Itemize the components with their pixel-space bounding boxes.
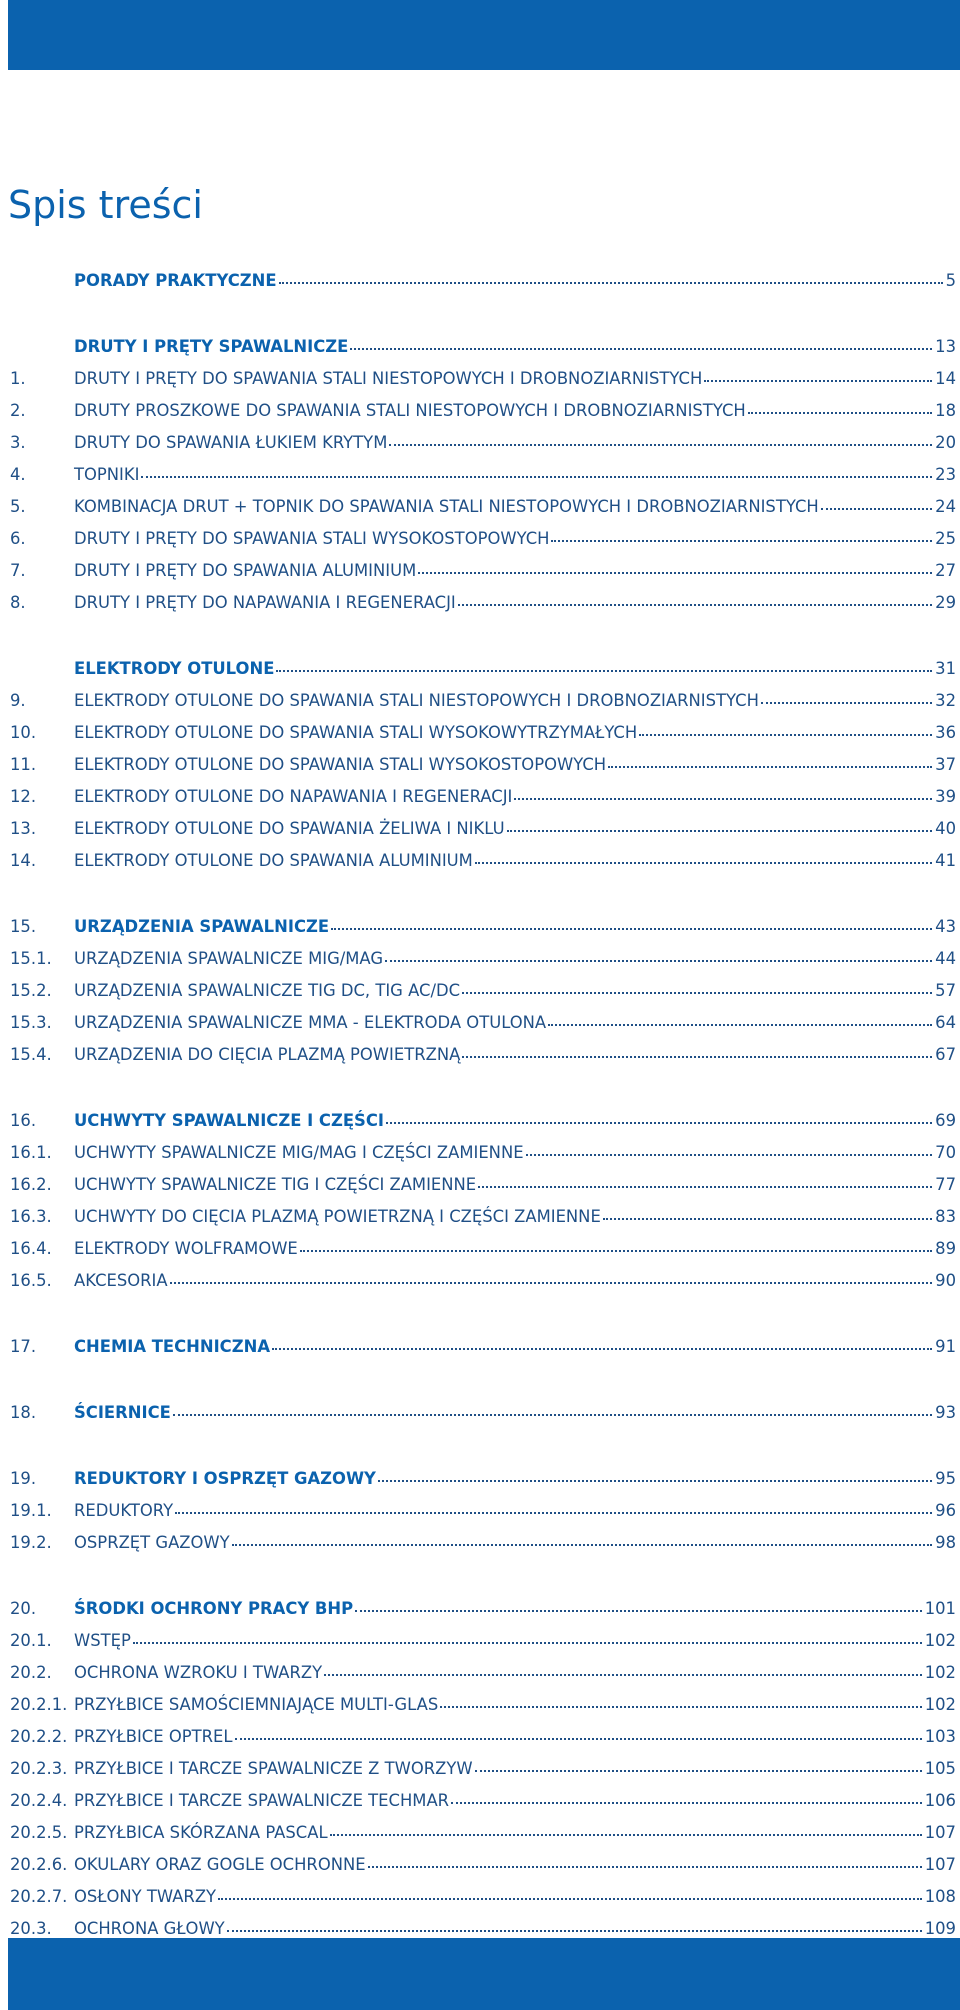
toc-leader-dots: [526, 1153, 933, 1156]
toc-section-row[interactable]: [10, 1324, 956, 1356]
toc-number: 15.1.: [10, 949, 52, 968]
toc-number: 6.: [10, 529, 26, 548]
toc-entry-row[interactable]: [10, 936, 956, 968]
toc-section-row[interactable]: [10, 1456, 956, 1488]
toc-gap: [10, 1356, 956, 1390]
toc-entry-row[interactable]: [10, 742, 956, 774]
toc-entry-title: URZĄDZENIA SPAWALNICZE MIG/MAG: [74, 949, 384, 968]
toc-entry-title: TOPNIKI: [74, 465, 140, 484]
toc-leader-dots: [440, 1705, 921, 1708]
toc-leader-dots: [514, 797, 932, 800]
toc-number: 20.2.: [10, 1663, 52, 1682]
toc-leader-dots: [272, 1347, 932, 1350]
toc-entry-row[interactable]: [10, 1746, 956, 1778]
toc-entry-title: WSTĘP: [74, 1631, 131, 1650]
toc-leader-dots: [748, 411, 932, 414]
toc-page-number: 90: [935, 1271, 956, 1290]
toc-entry-row[interactable]: [10, 388, 956, 420]
toc-page-number: 98: [935, 1533, 956, 1552]
toc-leader-dots: [704, 379, 932, 382]
toc-section-row[interactable]: [10, 1098, 956, 1130]
toc-entry-row[interactable]: [10, 1226, 956, 1258]
toc-leader-dots: [458, 603, 932, 606]
toc-page-number: 70: [935, 1143, 956, 1162]
toc-page-number: 103: [924, 1727, 956, 1746]
toc-leader-dots: [173, 1413, 932, 1416]
toc-number: 10.: [10, 723, 37, 742]
toc-entry-row[interactable]: [10, 1032, 956, 1064]
toc-page-number: 89: [935, 1239, 956, 1258]
toc-leader-dots: [548, 1023, 932, 1026]
toc-number: 15.3.: [10, 1013, 52, 1032]
toc-entry-row[interactable]: [10, 484, 956, 516]
toc-leader-dots: [551, 539, 932, 542]
toc-entry-title: OSPRZĘT GAZOWY: [74, 1533, 230, 1552]
toc-number: 18.: [10, 1403, 37, 1422]
toc-entry-title: ELEKTRODY OTULONE DO SPAWANIA ŻELIWA I NIKLU: [74, 819, 505, 838]
toc-number: 20.2.4.: [10, 1791, 68, 1810]
toc-leader-dots: [462, 1055, 932, 1058]
toc-page-number: 5: [945, 271, 956, 290]
toc-entry-title: OCHRONA GŁOWY: [74, 1919, 225, 1938]
toc-leader-dots: [821, 507, 932, 510]
toc-leader-dots: [507, 829, 933, 832]
toc-number: 7.: [10, 561, 26, 580]
toc-page-number: 91: [935, 1337, 956, 1356]
toc-number: 15.2.: [10, 981, 52, 1000]
toc-leader-dots: [279, 281, 943, 284]
table-of-contents: [10, 258, 956, 2002]
toc-number: 19.: [10, 1469, 37, 1488]
toc-leader-dots: [462, 991, 932, 994]
toc-entry-row[interactable]: [10, 774, 956, 806]
toc-gap: [10, 1422, 956, 1456]
toc-leader-dots: [418, 571, 932, 574]
toc-leader-dots: [330, 1833, 922, 1836]
toc-leader-dots: [170, 1281, 933, 1284]
toc-section-row[interactable]: [10, 324, 956, 356]
toc-gap: [10, 290, 956, 324]
toc-leader-dots: [133, 1641, 922, 1644]
toc-number: 17.: [10, 1337, 37, 1356]
toc-number: 19.2.: [10, 1533, 52, 1552]
toc-number: 19.1.: [10, 1501, 52, 1520]
toc-number: 15.4.: [10, 1045, 52, 1064]
toc-section-row[interactable]: [10, 1390, 956, 1422]
toc-entry-row[interactable]: [10, 1520, 956, 1552]
toc-entry-row[interactable]: [10, 1778, 956, 1810]
toc-page-number: 102: [924, 1663, 956, 1682]
toc-leader-dots: [639, 733, 932, 736]
toc-number: 20.2.3.: [10, 1759, 68, 1778]
toc-page-number: 101: [924, 1599, 956, 1618]
toc-number: 16.5.: [10, 1271, 52, 1290]
toc-number: 20.2.5.: [10, 1823, 68, 1842]
toc-page-number: 32: [935, 691, 956, 710]
toc-entry-row[interactable]: [10, 710, 956, 742]
toc-page-number: 93: [935, 1403, 956, 1422]
toc-leader-dots: [389, 443, 932, 446]
toc-page-number: 41: [935, 851, 956, 870]
toc-page-number: 107: [924, 1855, 956, 1874]
toc-number: 3.: [10, 433, 26, 452]
toc-entry-row[interactable]: [10, 1618, 956, 1650]
toc-entry-title: DRUTY PROSZKOWE DO SPAWANIA STALI NIESTOPOWYCH I DROBNOZIARNISTYCH: [74, 401, 746, 420]
toc-entry-title: ELEKTRODY OTULONE DO SPAWANIA STALI WYSOKOSTOPOWYCH: [74, 755, 607, 774]
toc-number: 4.: [10, 465, 26, 484]
toc-entry-row[interactable]: [10, 548, 956, 580]
toc-entry-title: DRUTY I PRĘTY DO SPAWANIA STALI WYSOKOSTOPOWYCH: [74, 529, 550, 548]
toc-page-number: 44: [935, 949, 956, 968]
toc-page-number: 36: [935, 723, 956, 742]
toc-entry-title: DRUTY I PRĘTY DO NAPAWANIA I REGENERACJI: [74, 593, 456, 612]
toc-entry-row[interactable]: [10, 1810, 956, 1842]
toc-number: 20.3.: [10, 1919, 52, 1938]
toc-section-title: ŚCIERNICE: [74, 1403, 171, 1422]
toc-page-number: 13: [935, 337, 956, 356]
toc-leader-dots: [218, 1897, 922, 1900]
toc-number: 20.1.: [10, 1631, 52, 1650]
toc-leader-dots: [761, 701, 932, 704]
toc-number: 14.: [10, 851, 37, 870]
toc-leader-dots: [355, 1609, 922, 1612]
toc-page-number: 23: [935, 465, 956, 484]
toc-entry-row[interactable]: [10, 1000, 956, 1032]
toc-page-number: 43: [935, 917, 956, 936]
toc-page-number: 64: [935, 1013, 956, 1032]
toc-entry-row[interactable]: [10, 1714, 956, 1746]
toc-entry-row[interactable]: [10, 1650, 956, 1682]
toc-entry-title: PRZYŁBICE SAMOŚCIEMNIAJĄCE MULTI-GLAS: [74, 1695, 439, 1714]
toc-number: 20.2.2.: [10, 1727, 68, 1746]
toc-section-title: UCHWYTY SPAWALNICZE I CZĘŚCI: [74, 1111, 384, 1130]
toc-entry-row[interactable]: [10, 806, 956, 838]
footer-band: [8, 1938, 960, 2010]
toc-entry-title: OKULARY ORAZ GOGLE OCHRONNE: [74, 1855, 366, 1874]
toc-page-number: 102: [924, 1695, 956, 1714]
toc-leader-dots: [475, 1769, 922, 1772]
toc-leader-dots: [378, 1479, 932, 1482]
toc-number: 2.: [10, 401, 26, 420]
toc-entry-row[interactable]: [10, 516, 956, 548]
toc-number: 20.2.7.: [10, 1887, 68, 1906]
toc-number: 16.3.: [10, 1207, 52, 1226]
toc-entry-title: KOMBINACJA DRUT + TOPNIK DO SPAWANIA STALI NIESTOPOWYCH I DROBNOZIARNISTYCH: [74, 497, 819, 516]
toc-number: 20.2.6.: [10, 1855, 68, 1874]
toc-entry-title: DRUTY I PRĘTY DO SPAWANIA ALUMINIUM: [74, 561, 417, 580]
toc-page-number: 69: [935, 1111, 956, 1130]
toc-leader-dots: [324, 1673, 922, 1676]
toc-page-number: 102: [924, 1631, 956, 1650]
toc-page-number: 29: [935, 593, 956, 612]
toc-entry-title: URZĄDZENIA SPAWALNICZE MMA - ELEKTRODA OTULONA: [74, 1013, 547, 1032]
toc-section-title: URZĄDZENIA SPAWALNICZE: [74, 917, 330, 936]
toc-entry-row[interactable]: [10, 1874, 956, 1906]
toc-number: 16.: [10, 1111, 37, 1130]
toc-page-number: 14: [935, 369, 956, 388]
toc-entry-row[interactable]: [10, 838, 956, 870]
toc-number: 15.: [10, 917, 37, 936]
toc-entry-row[interactable]: [10, 1906, 956, 1938]
toc-section-row[interactable]: [10, 646, 956, 678]
toc-entry-title: DRUTY DO SPAWANIA ŁUKIEM KRYTYM: [74, 433, 388, 452]
toc-entry-title: UCHWYTY DO CIĘCIA PLAZMĄ POWIETRZNĄ I CZĘŚCI ZAMIENNE: [74, 1207, 601, 1226]
toc-page-number: 31: [935, 659, 956, 678]
toc-page-number: 40: [935, 819, 956, 838]
toc-entry-title: PRZYŁBICE I TARCZE SPAWALNICZE TECHMAR: [74, 1791, 450, 1810]
toc-leader-dots: [608, 765, 932, 768]
toc-entry-title: UCHWYTY SPAWALNICZE TIG I CZĘŚCI ZAMIENNE: [74, 1175, 477, 1194]
toc-number: 16.4.: [10, 1239, 52, 1258]
toc-section-title: PORADY PRAKTYCZNE: [74, 271, 277, 290]
toc-entry-row[interactable]: [10, 580, 956, 612]
toc-gap: [10, 870, 956, 904]
toc-entry-title: URZĄDZENIA DO CIĘCIA PLAZMĄ POWIETRZNĄ: [74, 1045, 461, 1064]
toc-section-row[interactable]: [10, 904, 956, 936]
toc-leader-dots: [451, 1801, 922, 1804]
toc-section-title: REDUKTORY I OSPRZĘT GAZOWY: [74, 1469, 376, 1488]
toc-entry-row[interactable]: [10, 452, 956, 484]
toc-section-title: CHEMIA TECHNICZNA: [74, 1337, 270, 1356]
toc-entry-title: UCHWYTY SPAWALNICZE MIG/MAG I CZĘŚCI ZAMIENNE: [74, 1143, 524, 1162]
toc-section-row[interactable]: [10, 258, 956, 290]
toc-gap: [10, 1552, 956, 1586]
toc-section-title: ELEKTRODY OTULONE: [74, 659, 275, 678]
toc-leader-dots: [478, 1185, 932, 1188]
toc-entry-row[interactable]: [10, 1488, 956, 1520]
toc-number: 11.: [10, 755, 37, 774]
toc-entry-title: ELEKTRODY OTULONE DO SPAWANIA STALI NIESTOPOWYCH I DROBNOZIARNISTYCH: [74, 691, 759, 710]
toc-page-number: 95: [935, 1469, 956, 1488]
toc-entry-title: ELEKTRODY WOLFRAMOWE: [74, 1239, 298, 1258]
toc-entry-row[interactable]: [10, 1842, 956, 1874]
toc-number: 16.2.: [10, 1175, 52, 1194]
toc-entry-row[interactable]: [10, 1130, 956, 1162]
toc-entry-title: REDUKTORY: [74, 1501, 174, 1520]
toc-page-number: 106: [924, 1791, 956, 1810]
toc-leader-dots: [386, 1121, 932, 1124]
toc-page-number: 83: [935, 1207, 956, 1226]
toc-entry-title: OCHRONA WZROKU I TWARZY: [74, 1663, 323, 1682]
toc-page-number: 57: [935, 981, 956, 1000]
toc-entry-title: AKCESORIA: [74, 1271, 168, 1290]
toc-entry-row[interactable]: [10, 1162, 956, 1194]
toc-gap: [10, 1064, 956, 1098]
toc-leader-dots: [276, 669, 932, 672]
toc-leader-dots: [603, 1217, 932, 1220]
toc-page-number: 96: [935, 1501, 956, 1520]
toc-number: 20.: [10, 1599, 37, 1618]
toc-page-number: 27: [935, 561, 956, 580]
toc-entry-title: ELEKTRODY OTULONE DO SPAWANIA STALI WYSOKOWYTRZYMAŁYCH: [74, 723, 638, 742]
toc-page-number: 24: [935, 497, 956, 516]
toc-leader-dots: [331, 927, 932, 930]
toc-number: 1.: [10, 369, 26, 388]
toc-leader-dots: [350, 347, 932, 350]
toc-page-number: 20: [935, 433, 956, 452]
toc-gap: [10, 612, 956, 646]
toc-entry-row[interactable]: [10, 420, 956, 452]
toc-page-number: 18: [935, 401, 956, 420]
toc-section-row[interactable]: [10, 1586, 956, 1618]
toc-leader-dots: [175, 1511, 932, 1514]
toc-number: 12.: [10, 787, 37, 806]
toc-page-number: 37: [935, 755, 956, 774]
toc-page-number: 67: [935, 1045, 956, 1064]
toc-page-number: 107: [924, 1823, 956, 1842]
toc-page-number: 39: [935, 787, 956, 806]
toc-entry-row[interactable]: [10, 678, 956, 710]
toc-entry-title: PRZYŁBICE OPTREL: [74, 1727, 233, 1746]
toc-leader-dots: [385, 959, 932, 962]
toc-leader-dots: [368, 1865, 922, 1868]
toc-page-number: 109: [924, 1919, 956, 1938]
toc-entry-row[interactable]: [10, 1194, 956, 1226]
toc-leader-dots: [300, 1249, 932, 1252]
toc-entry-row[interactable]: [10, 968, 956, 1000]
toc-entry-title: PRZYŁBICA SKÓRZANA PASCAL: [74, 1823, 328, 1842]
toc-leader-dots: [475, 861, 932, 864]
toc-section-title: DRUTY I PRĘTY SPAWALNICZE: [74, 337, 349, 356]
toc-section-title: ŚRODKI OCHRONY PRACY BHP: [74, 1599, 354, 1618]
toc-leader-dots: [235, 1737, 922, 1740]
toc-number: 13.: [10, 819, 37, 838]
toc-page-number: 77: [935, 1175, 956, 1194]
toc-page-number: 108: [924, 1887, 956, 1906]
toc-entry-title: URZĄDZENIA SPAWALNICZE TIG DC, TIG AC/DC: [74, 981, 461, 1000]
toc-number: 8.: [10, 593, 26, 612]
toc-entry-title: OSŁONY TWARZY: [74, 1887, 217, 1906]
toc-number: 9.: [10, 691, 26, 710]
toc-number: 5.: [10, 497, 26, 516]
toc-entry-row[interactable]: [10, 356, 956, 388]
toc-number: 20.2.1.: [10, 1695, 68, 1714]
toc-entry-row[interactable]: [10, 1258, 956, 1290]
toc-entry-title: ELEKTRODY OTULONE DO NAPAWANIA I REGENERACJI: [74, 787, 513, 806]
toc-gap: [10, 1290, 956, 1324]
page-title: Spis treści: [8, 183, 203, 228]
toc-leader-dots: [141, 475, 932, 478]
toc-entry-title: ELEKTRODY OTULONE DO SPAWANIA ALUMINIUM: [74, 851, 473, 870]
toc-number: 16.1.: [10, 1143, 52, 1162]
toc-leader-dots: [227, 1929, 922, 1932]
toc-entry-title: PRZYŁBICE I TARCZE SPAWALNICZE Z TWORZYW: [74, 1759, 473, 1778]
header-band: [8, 0, 960, 70]
toc-leader-dots: [232, 1543, 932, 1546]
toc-entry-row[interactable]: [10, 1682, 956, 1714]
toc-page-number: 105: [924, 1759, 956, 1778]
toc-page-number: 25: [935, 529, 956, 548]
toc-entry-title: DRUTY I PRĘTY DO SPAWANIA STALI NIESTOPOWYCH I DROBNOZIARNISTYCH: [74, 369, 703, 388]
